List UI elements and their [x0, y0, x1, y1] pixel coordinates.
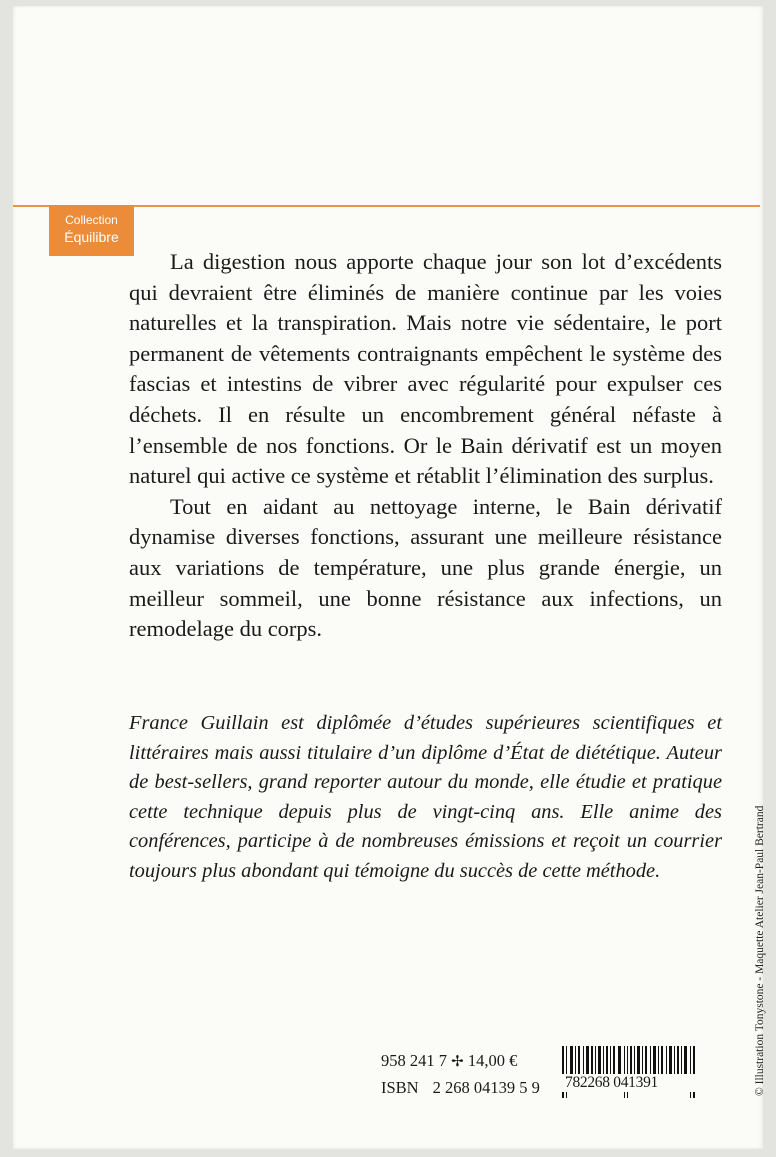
illustration-credit: [743, 734, 765, 1096]
collection-badge: [49, 205, 134, 256]
book-back-cover: [13, 6, 766, 1149]
product-code: 958 241 7: [381, 1051, 447, 1070]
blurb: [129, 247, 722, 645]
blurb-paragraph-2: Tout en aidant au nettoyage interne, le Bain dérivatif dynamise diverses fonctions, assurant une meilleure résistance aux variations de température, une plus grande énergie, un meilleur sommeil, une bonne résistance aux infections, un remodelage du corps.: [129, 493, 722, 642]
credit-text: © Illustration Tonystone - Maquette Atelier Jean-Paul Bertrand: [754, 805, 766, 1096]
isbn-line: [381, 1078, 540, 1098]
price-line: [381, 1051, 517, 1071]
price: 14,00 €: [467, 1051, 518, 1070]
publisher-logo-icon: ✢: [451, 1052, 464, 1070]
barcode-digits: 782268 041391: [562, 1074, 700, 1092]
collection-label: Collection: [65, 213, 118, 227]
isbn-label: ISBN: [381, 1078, 419, 1097]
blurb-paragraph-1: La digestion nous apporte chaque jour son lot d’excédents qui devraient être éliminés de manière continue par les voies naturelles et la transpiration. Mais notre vie sédentaire, le port permanent de vêtements contraignants empêchent le système des fascias et intestins de vibrer avec régularité pour expulser ces déchets. Il en résulte un encombrement général néfaste à l’ensemble de nos fonctions. Or le Bain dérivatif est un moyen naturel qui active ce système et rétablit l’élimination des surplus.: [129, 249, 722, 489]
author-bio: France Guillain est diplômée d’études supérieures scientifiques et littéraires mais aussi titulaire d’un diplôme d’État de diététique. Auteur de best-sellers, grand reporter autour du monde, elle étudie et pratique cette technique depuis plus de vingt-cinq ans. Elle anime des conférences, participe à de nombreuses émissions et reçoit un courrier toujours plus abondant qui témoigne du succès de cette méthode.: [129, 712, 722, 882]
collection-name: Équilibre: [64, 229, 119, 245]
isbn-number: 2 268 04139 5 9: [432, 1078, 540, 1097]
